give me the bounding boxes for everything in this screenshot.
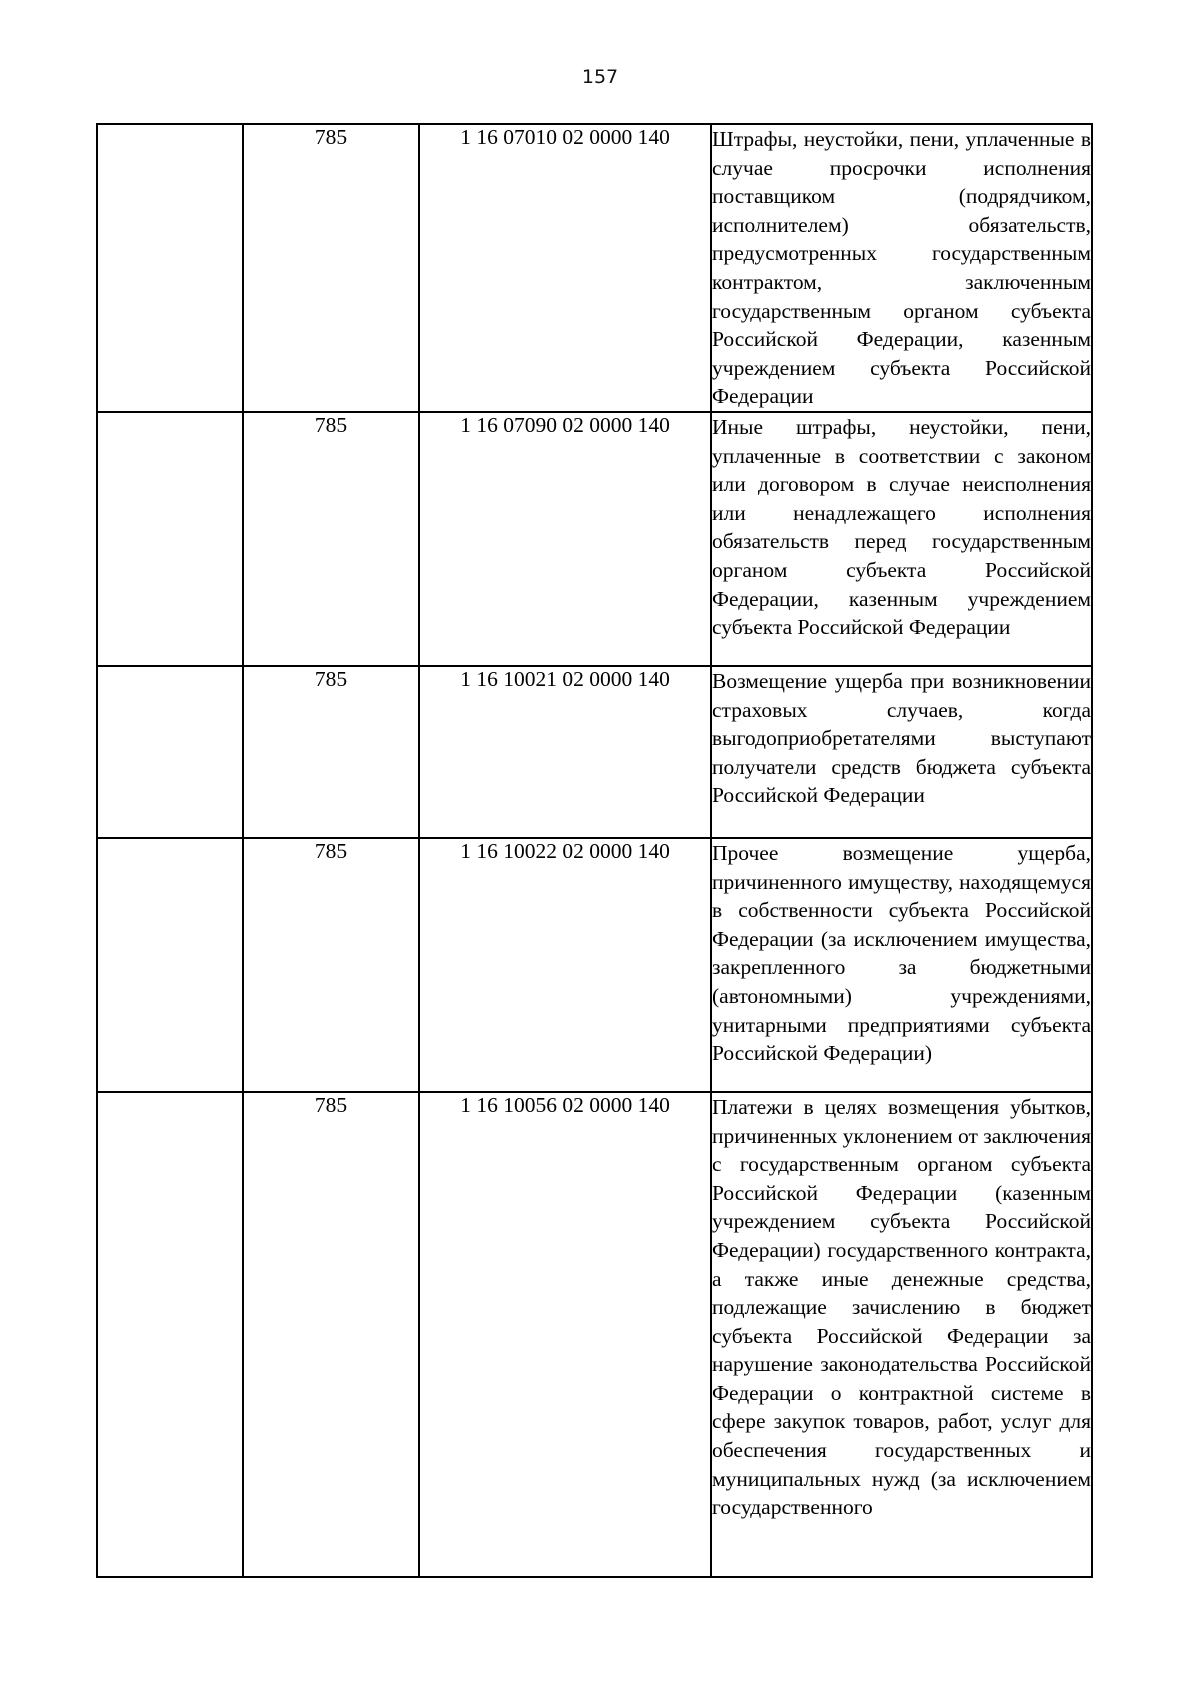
empty-cell xyxy=(97,124,243,412)
revenue-name-cell: Прочее возмещение ущерба, причиненного имуществу, находящемуся в собственности субъекта Российской Федерации (за исключением имущества, закрепленного за бюджетными (автономными) учреждениями, унитарными предприятиями субъекта Российской Федерации) xyxy=(711,838,1092,1092)
table-row xyxy=(97,838,1092,1092)
budget-classification-table xyxy=(96,123,1093,1578)
admin-code-cell: 785 xyxy=(243,1092,419,1577)
table-row xyxy=(97,124,1092,412)
revenue-name-cell: Платежи в целях возмещения убытков, причиненных уклонением от заключения с государственным органом субъекта Российской Федерации (казенным учреждением субъекта Российской Федерации) государственного контракта, а также иные денежные средства, подлежащие зачислению в бюджет субъекта Российской Федерации за нарушение законодательства Российской Федерации о контрактной системе в сфере закупок товаров, работ, услуг для обеспечения государственных и муниципальных нужд (за исключением государственного xyxy=(711,1092,1092,1577)
admin-code-cell: 785 xyxy=(243,666,419,838)
budget-code-cell: 1 16 10022 02 0000 140 xyxy=(419,838,711,1092)
table-row xyxy=(97,666,1092,838)
admin-code-cell: 785 xyxy=(243,412,419,666)
budget-code-cell: 1 16 10056 02 0000 140 xyxy=(419,1092,711,1577)
admin-code-cell: 785 xyxy=(243,838,419,1092)
page-number: 157 xyxy=(581,66,619,88)
revenue-name-cell: Возмещение ущерба при возникновении страховых случаев, когда выгодоприобретателями выступают получатели средств бюджета субъекта Российской Федерации xyxy=(711,666,1092,838)
empty-cell xyxy=(97,838,243,1092)
empty-cell xyxy=(97,666,243,838)
budget-code-cell: 1 16 07090 02 0000 140 xyxy=(419,412,711,666)
admin-code-cell: 785 xyxy=(243,124,419,412)
budget-code-cell: 1 16 10021 02 0000 140 xyxy=(419,666,711,838)
budget-code-cell: 1 16 07010 02 0000 140 xyxy=(419,124,711,412)
empty-cell xyxy=(97,412,243,666)
table-row xyxy=(97,1092,1092,1577)
empty-cell xyxy=(97,1092,243,1577)
revenue-name-cell: Штрафы, неустойки, пени, уплаченные в случае просрочки исполнения поставщиком (подрядчиком, исполнителем) обязательств, предусмотренных государственным контрактом, заключенным государственным органом субъекта Российской Федерации, казенным учреждением субъекта Российской Федерации xyxy=(711,124,1092,412)
table-row xyxy=(97,412,1092,666)
revenue-name-cell: Иные штрафы, неустойки, пени, уплаченные в соответствии с законом или договором в случае неисполнения или ненадлежащего исполнения обязательств перед государственным органом субъекта Российской Федерации, казенным учреждением субъекта Российской Федерации xyxy=(711,412,1092,666)
